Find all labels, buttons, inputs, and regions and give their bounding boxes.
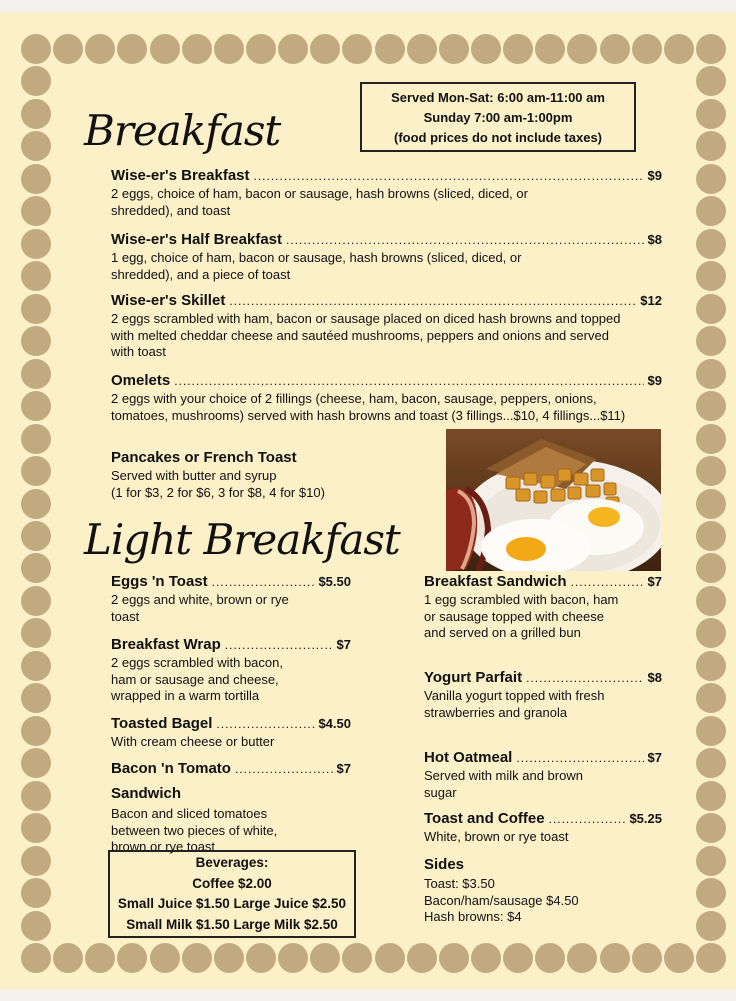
border-dot — [567, 34, 597, 64]
border-dot — [85, 943, 115, 973]
border-dot — [85, 34, 115, 64]
breakfast-heading: Breakfast — [84, 106, 281, 155]
item-price: $4.50 — [318, 716, 351, 731]
sides-heading: Sides — [424, 856, 465, 873]
border-dot — [696, 391, 726, 421]
border-dot — [53, 943, 83, 973]
item-name: Pancakes or French Toast — [111, 449, 297, 466]
menu-item-wiseers-breakfast — [111, 167, 662, 219]
beverage-line: Coffee $2.00 — [192, 875, 272, 891]
border-dot — [21, 391, 51, 421]
border-dot — [21, 131, 51, 161]
border-dot — [21, 716, 51, 746]
border-dot — [696, 99, 726, 129]
border-dot — [21, 489, 51, 519]
border-dot — [310, 943, 340, 973]
border-dot — [696, 943, 726, 973]
menu-item-wiseers-skillet — [111, 292, 662, 361]
border-dot — [53, 34, 83, 64]
border-dot — [696, 294, 726, 324]
border-dot — [278, 34, 308, 64]
item-name: Wise-er's Breakfast — [111, 167, 250, 184]
border-dot — [21, 651, 51, 681]
border-dot — [117, 943, 147, 973]
border-dot — [696, 456, 726, 486]
item-price: $7 — [336, 637, 351, 652]
border-dot — [696, 781, 726, 811]
item-name: Yogurt Parfait — [424, 669, 523, 686]
border-dot — [600, 34, 630, 64]
border-dot — [21, 34, 51, 64]
item-name: Toasted Bagel — [111, 715, 213, 732]
border-dot — [439, 943, 469, 973]
border-dot — [696, 326, 726, 356]
border-dot — [696, 586, 726, 616]
breakfast-photo — [446, 429, 661, 571]
border-dot — [567, 943, 597, 973]
sides-section — [424, 856, 662, 926]
border-dot — [246, 34, 276, 64]
border-dot — [696, 813, 726, 843]
item-name: Wise-er's Skillet — [111, 292, 226, 309]
border-dot — [214, 34, 244, 64]
item-description: White, brown or rye toast — [424, 829, 569, 844]
item-name: Wise-er's Half Breakfast — [111, 231, 283, 248]
border-dot — [696, 846, 726, 876]
border-dot — [696, 521, 726, 551]
border-dot — [21, 781, 51, 811]
border-dot — [21, 424, 51, 454]
border-dot — [21, 99, 51, 129]
menu-item-hot-oatmeal — [424, 749, 662, 801]
border-dot — [21, 164, 51, 194]
border-dot — [21, 748, 51, 778]
item-price: $5.50 — [318, 574, 351, 589]
hours-line-1: Served Mon-Sat: 6:00 am-11:00 am — [391, 90, 605, 105]
border-dot — [696, 66, 726, 96]
border-dot — [21, 586, 51, 616]
border-dot — [471, 34, 501, 64]
item-description: 2 eggs scrambled with bacon, ham or sausage and cheese, wrapped in a warm tortilla — [111, 655, 283, 703]
border-dot — [600, 943, 630, 973]
item-description: 2 eggs, choice of ham, bacon or sausage, hash browns (sliced, diced, or shredded), and toast — [111, 186, 528, 218]
item-description: Served with butter and syrup — [111, 468, 277, 483]
border-dot — [21, 229, 51, 259]
item-name: Hot Oatmeal — [424, 749, 513, 766]
menu-item-yogurt-parfait — [424, 669, 662, 721]
item-price: $5.25 — [629, 811, 662, 826]
item-description: Bacon and sliced tomatoes between two pieces of white, brown or rye toast — [111, 806, 278, 854]
item-name-line2: Sandwich — [111, 785, 182, 802]
hours-line-2: Sunday 7:00 am-1:00pm — [423, 110, 573, 125]
menu-item-toast-and-coffee — [424, 810, 662, 846]
border-dot — [278, 943, 308, 973]
menu-item-bacon-n-tomato — [111, 760, 351, 856]
border-dot — [21, 618, 51, 648]
border-dot — [696, 748, 726, 778]
item-description: 2 eggs with your choice of 2 fillings (cheese, ham, bacon, sausage, peppers, onions, tomatoes, mushrooms) served with hash browns and toast — [111, 391, 597, 423]
menu-item-omelets — [111, 372, 662, 424]
item-price: $9 — [647, 168, 662, 183]
border-dot — [182, 34, 212, 64]
item-description: 1 egg scrambled with bacon, ham or sausage topped with cheese and served on a grilled bun — [424, 592, 619, 640]
item-price: $7 — [647, 750, 662, 765]
border-dot — [342, 943, 372, 973]
border-dot — [696, 261, 726, 291]
hours-line-3: (food prices do not include taxes) — [393, 130, 603, 145]
border-dot — [664, 34, 694, 64]
border-dot — [696, 618, 726, 648]
sides-line: Toast: $3.50 — [424, 876, 495, 891]
border-dot — [471, 943, 501, 973]
border-dot — [535, 34, 565, 64]
item-name: Bacon 'n Tomato — [111, 760, 231, 777]
border-dot — [150, 943, 180, 973]
menu-page — [0, 12, 736, 990]
item-price: $8 — [647, 670, 662, 685]
border-dot — [117, 34, 147, 64]
border-dot — [246, 943, 276, 973]
border-dot — [407, 34, 437, 64]
border-dot — [21, 261, 51, 291]
item-price: $9 — [647, 373, 662, 388]
item-description: Vanilla yogurt topped with fresh strawberries and granola — [424, 688, 605, 720]
border-dot — [21, 521, 51, 551]
border-dot — [21, 359, 51, 389]
menu-item-breakfast-sandwich — [424, 573, 662, 642]
item-price: $12 — [640, 293, 662, 308]
border-dot — [21, 878, 51, 908]
item-name: Toast and Coffee — [424, 810, 545, 827]
border-dot — [696, 131, 726, 161]
border-dot — [21, 911, 51, 941]
border-dot — [696, 34, 726, 64]
border-dot — [696, 911, 726, 941]
sides-line: Hash browns: $4 — [424, 909, 522, 924]
light-breakfast-heading: Light Breakfast — [84, 515, 400, 564]
border-dot — [696, 359, 726, 389]
menu-item-breakfast-wrap — [111, 636, 351, 705]
border-dot — [632, 943, 662, 973]
border-dot — [696, 196, 726, 226]
item-name: Omelets — [111, 372, 171, 389]
item-description: Served with milk and brown sugar — [424, 768, 583, 800]
item-name: Eggs 'n Toast — [111, 573, 208, 590]
border-dot — [310, 34, 340, 64]
border-dot — [696, 424, 726, 454]
menu-item-wiseers-half-breakfast — [111, 231, 662, 283]
border-dot — [696, 878, 726, 908]
sides-line: Bacon/ham/sausage $4.50 — [424, 892, 579, 908]
beverage-line: Small Juice $1.50 Large Juice $2.50 — [117, 896, 347, 911]
border-dot — [696, 683, 726, 713]
beverages-heading: Beverages: — [195, 855, 269, 870]
item-price: $7 — [336, 761, 351, 776]
item-description: 2 eggs scrambled with ham, bacon or sausage placed on diced hash browns and topped with melted cheddar cheese and sautéed mushrooms, peppers and onions and served with toast — [111, 311, 621, 359]
border-dot — [21, 553, 51, 583]
border-dot — [439, 34, 469, 64]
border-dot — [21, 66, 51, 96]
border-dot — [21, 846, 51, 876]
beverage-line: Small Milk $1.50 Large Milk $2.50 — [126, 916, 338, 932]
border-dot — [150, 34, 180, 64]
border-dot — [21, 326, 51, 356]
border-dot — [696, 489, 726, 519]
item-name: Breakfast Wrap — [111, 636, 221, 653]
item-description-extra: (3 fillings...$10, 4 fillings...$11) — [451, 407, 626, 423]
border-dot — [21, 813, 51, 843]
border-dot — [535, 943, 565, 973]
border-dot — [182, 943, 212, 973]
border-dot — [407, 943, 437, 973]
item-description-prices: (1 for $3, 2 for $6, 3 for $8, 4 for $10) — [111, 484, 325, 500]
item-price: $8 — [647, 232, 662, 247]
menu-item-toasted-bagel — [111, 715, 351, 751]
border-dot — [21, 196, 51, 226]
border-dot — [696, 553, 726, 583]
beverages-box — [108, 850, 356, 938]
border-dot — [375, 943, 405, 973]
border-dot — [21, 683, 51, 713]
border-dot — [503, 34, 533, 64]
border-dot — [21, 456, 51, 486]
border-dot — [375, 34, 405, 64]
border-dot — [696, 164, 726, 194]
item-name: Breakfast Sandwich — [424, 573, 567, 590]
item-description: 1 egg, choice of ham, bacon or sausage, hash browns (sliced, diced, or shredded), and a piece of toast — [111, 250, 522, 282]
border-dot — [21, 294, 51, 324]
border-dot — [696, 651, 726, 681]
hours-box — [360, 82, 636, 152]
menu-item-eggs-n-toast — [111, 573, 351, 625]
item-price: $7 — [647, 574, 662, 589]
menu-item-pancakes — [111, 449, 441, 501]
item-description: 2 eggs and white, brown or rye toast — [111, 592, 289, 624]
item-description: With cream cheese or butter — [111, 734, 275, 749]
border-dot — [214, 943, 244, 973]
border-dot — [342, 34, 372, 64]
border-dot — [696, 229, 726, 259]
border-dot — [21, 943, 51, 973]
border-dot — [696, 716, 726, 746]
border-dot — [632, 34, 662, 64]
border-dot — [503, 943, 533, 973]
border-dot — [664, 943, 694, 973]
